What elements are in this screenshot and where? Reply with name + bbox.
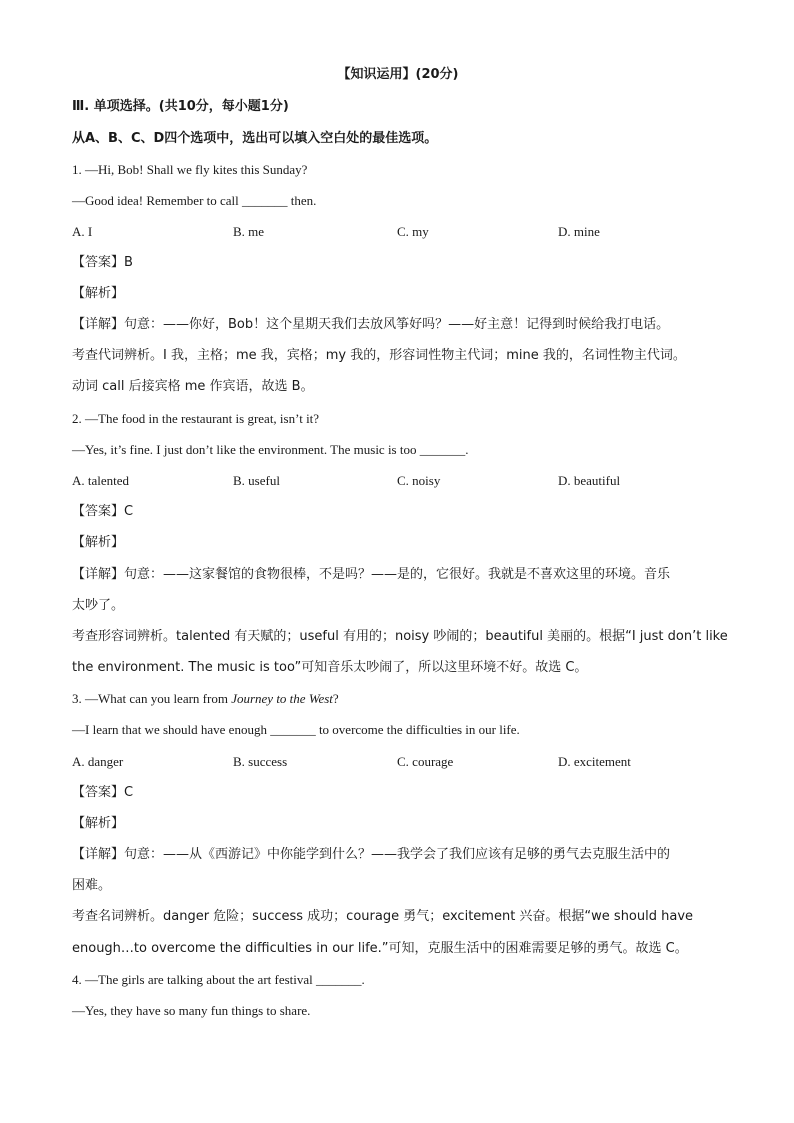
q3-line2: —I learn that we should have enough _______ to overcome the difficulties in our life.	[72, 722, 520, 737]
q4-line1: 4. —The girls are talking about the art festival _______.	[72, 972, 365, 987]
answer-value: C	[124, 504, 134, 519]
q2-line2: —Yes, it’s fine. I just don’t like the environment. The music is too _______.	[72, 442, 469, 457]
q2-option-a: A. talented	[72, 473, 130, 488]
detail-label: 【详解】	[72, 317, 125, 332]
book-title: Journey to the West	[231, 691, 333, 706]
section-title: 【知识运用】(20分)	[337, 67, 459, 82]
q3-detail-4: enough…to overcome the difficulties in our life.”可知，克服生活中的困难需要足够的勇气。故选 C。	[72, 941, 688, 956]
answer-label: 【答案】	[72, 785, 125, 800]
q1-analysis-label: 【解析】	[72, 286, 125, 301]
q2-line1: 2. —The food in the restaurant is great, isn’t it?	[72, 411, 320, 426]
q3-answer	[72, 784, 133, 802]
q2-option-d: D. beautiful	[558, 473, 621, 488]
part-heading: Ⅲ. 单项选择。(共10分，每小题1分)	[72, 99, 289, 114]
detail-label: 【详解】	[72, 567, 125, 582]
q3-option-d: D. excitement	[558, 754, 631, 769]
q2-detail-3: 考查形容词辨析。talented 有天赋的；useful 有用的；noisy 吵闹的；beautiful 美丽的。根据“I just don’t like	[72, 629, 728, 644]
q3-option-c: C. courage	[397, 754, 454, 769]
q3-option-a: A. danger	[72, 754, 124, 769]
detail-label: 【详解】	[72, 847, 125, 862]
q2-option-c: C. noisy	[397, 473, 441, 488]
q2-detail-2: 太吵了。	[72, 598, 125, 613]
answer-label: 【答案】	[72, 255, 125, 270]
answer-value: C	[124, 785, 134, 800]
q2-answer	[72, 503, 133, 521]
q3-detail-2: 困难。	[72, 878, 112, 893]
q1-option-b: B. me	[233, 224, 265, 239]
q3-prefix: 3. —What can you learn from	[72, 691, 232, 706]
q3-line1	[72, 690, 339, 708]
q3-option-b: B. success	[233, 754, 288, 769]
q4-line2: —Yes, they have so many fun things to share.	[72, 1003, 311, 1018]
q1-option-a: A. I	[72, 224, 93, 239]
q3-detail-3: 考查名词辨析。danger 危险；success 成功；courage 勇气；excitement 兴奋。根据“we should have	[72, 909, 694, 924]
q3-analysis-label: 【解析】	[72, 816, 125, 831]
answer-label: 【答案】	[72, 504, 125, 519]
q1-detail-2: 考查代词辨析。I 我，主格；me 我，宾格；my 我的，形容词性物主代词；mine 我的，名词性物主代词。	[72, 348, 686, 363]
q1-detail-3: 动词 call 后接宾格 me 作宾语，故选 B。	[72, 379, 314, 394]
instruction: 从A、B、C、D四个选项中，选出可以填入空白处的最佳选项。	[72, 131, 438, 146]
q1-detail-1	[72, 316, 669, 334]
q2-detail-4: the environment. The music is too”可知音乐太吵闹了，所以这里环境不好。故选 C。	[72, 660, 588, 675]
detail-text: 句意：——从《西游记》中你能学到什么？——我学会了我们应该有足够的勇气去克服生活中的	[124, 847, 671, 862]
detail-text: 句意：——你好，Bob！这个星期天我们去放风筝好吗？——好主意！记得到时候给我打电话。	[124, 317, 670, 332]
q1-answer	[72, 254, 133, 272]
q1-line1: 1. —Hi, Bob! Shall we fly kites this Sunday?	[72, 162, 308, 177]
detail-text: 句意：——这家餐馆的食物很棒，不是吗？——是的，它很好。我就是不喜欢这里的环境。音乐	[124, 567, 671, 582]
q1-line2: —Good idea! Remember to call _______ then.	[72, 193, 317, 208]
q1-option-d: D. mine	[558, 224, 600, 239]
q2-option-b: B. useful	[233, 473, 280, 488]
answer-value: B	[124, 255, 133, 270]
q3-suffix: ?	[332, 691, 339, 706]
q2-detail-1	[72, 566, 670, 584]
q2-analysis-label: 【解析】	[72, 535, 125, 550]
q1-option-c: C. my	[397, 224, 429, 239]
q3-detail-1	[72, 846, 670, 864]
